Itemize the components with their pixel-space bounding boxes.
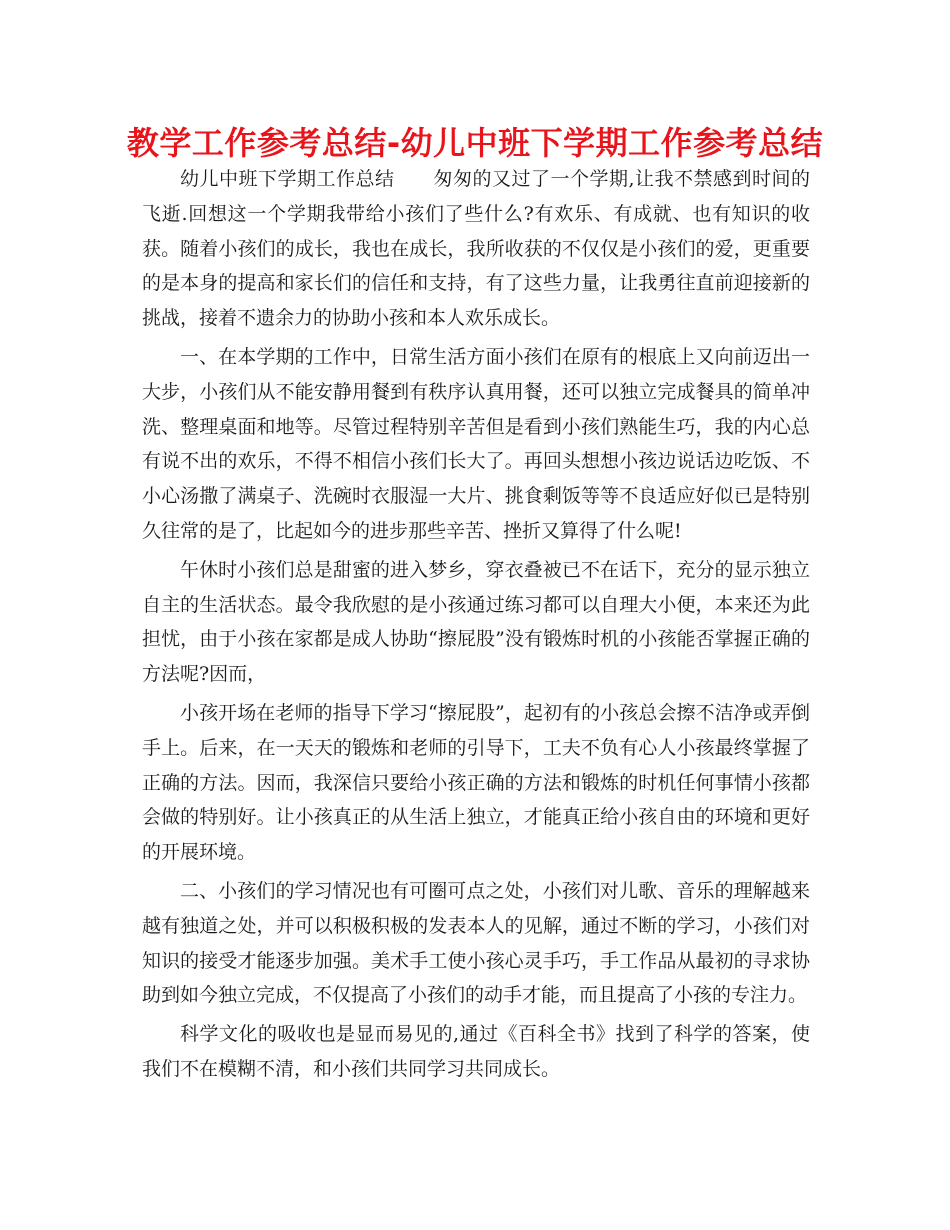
paragraph-science: 科学文化的吸收也是显而易见的,通过《百科全书》找到了科学的答案，使我们不在模糊不清，和小孩们共同学习共同成长。 (142, 1023, 810, 1080)
paragraph-intro: 幼儿中班下学期工作总结 匆匆的又过了一个学期,让我不禁感到时间的飞逝.回想这一个学期我带给小孩们了些什么?有欢乐、有成就、也有知识的收获。随着小孩们的成长，我也在成长，我所收获的不仅仅是小孩们的爱，更重要的是本身的提高和家长们的信任和支持，有了这些力量，让我勇往直前迎接新的挑战，接着不遗余力的协助小孩和本人欢乐成长。 (142, 168, 810, 330)
paragraph-daily-life: 一、在本学期的工作中，日常生活方面小孩们在原有的根底上又向前迈出一大步，小孩们从不能安静用餐到有秩序认真用餐，还可以独立完成餐具的简单冲洗、整理桌面和地等。尽管过程特别辛苦但是看到小孩们熟能生巧，我的内心总有说不出的欢乐，不得不相信小孩们长大了。再回头想想小孩边说话边吃饭、不小心汤撒了满桌子、洗碗时衣服湿一大片、挑食剩饭等等不良适应好似已是特别久往常的是了，比起如今的进步那些辛苦、挫折又算得了什么呢! (142, 345, 810, 542)
document-body (142, 162, 810, 1091)
paragraph-nap-time: 午休时小孩们总是甜蜜的进入梦乡，穿衣叠被已不在话下，充分的显示独立自主的生活状态。最令我欣慰的是小孩通过练习都可以自理大小便，本来还为此担忧，由于小孩在家都是成人协助“擦屁股”没有锻炼时机的小孩能否掌握正确的方法呢?因而， (142, 558, 810, 686)
paragraph-learning: 二、小孩们的学习情况也有可圈可点之处，小孩们对儿歌、音乐的理解越来越有独道之处，并可以积极积极的发表本人的见解，通过不断的学习，小孩们对知识的接受才能逐步加强。美术手工使小孩心灵手巧，手工作品从最初的寻求协助到如今独立完成，不仅提高了小孩们的动手才能，而且提高了小孩的专注力。 (142, 879, 810, 1007)
paragraph-self-care: 小孩开场在老师的指导下学习“擦屁股”，起初有的小孩总会擦不洁净或弄倒手上。后来，在一天天的锻炼和老师的引导下，工夫不负有心人小孩最终掌握了正确的方法。因而，我深信只要给小孩正确的方法和锻炼的时机任何事情小孩都会做的特别好。让小孩真正的从生活上独立，才能真正给小孩自由的环境和更好的开展环境。 (142, 701, 810, 864)
document-title: 教学工作参考总结-幼儿中班下学期工作参考总结 (126, 124, 824, 162)
